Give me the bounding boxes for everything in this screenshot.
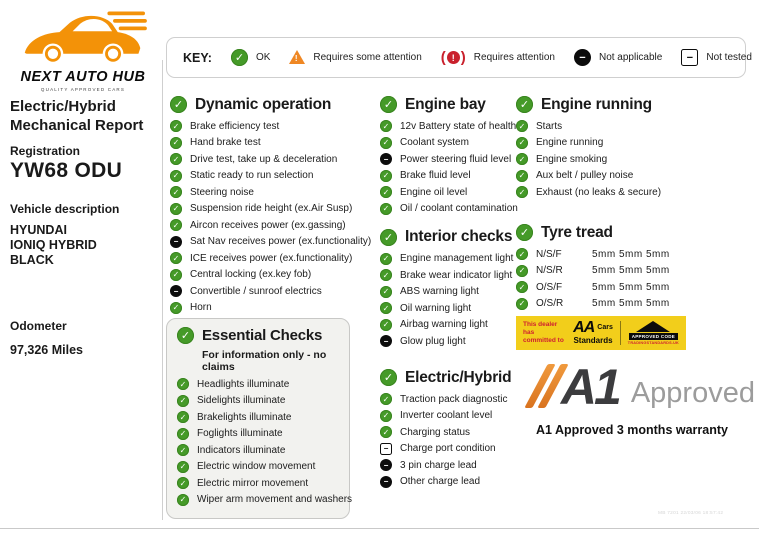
key-item-label: Requires some attention	[313, 52, 422, 63]
check-item-label: Aircon receives power (ex.gassing)	[190, 219, 346, 231]
check-item-label: Brake efficiency test	[190, 120, 280, 132]
check-item	[380, 393, 520, 405]
ok-check-icon	[380, 96, 397, 113]
check-item	[170, 203, 372, 215]
ok-check-icon	[516, 153, 528, 165]
check-item	[380, 170, 520, 182]
ok-check-icon	[170, 252, 182, 264]
ok-check-icon	[170, 203, 182, 215]
ok-check-icon	[177, 428, 189, 440]
odometer-value: 97,326 Miles	[10, 343, 83, 357]
check-item-label: O/S/R	[536, 298, 564, 309]
check-item	[380, 186, 520, 198]
ok-check-icon	[380, 186, 392, 198]
check-list	[177, 378, 353, 506]
vehicle-description	[10, 223, 160, 268]
section-header	[170, 96, 372, 113]
check-item-label: Sidelights illuminate	[197, 395, 286, 406]
section-header	[177, 327, 339, 344]
check-item	[177, 428, 339, 440]
check-item	[380, 459, 520, 471]
check-item-label: Exhaust (no leaks & secure)	[536, 186, 662, 198]
key-label: KEY:	[183, 50, 212, 65]
check-item	[516, 186, 755, 198]
section-engine-running	[516, 96, 755, 198]
ok-check-icon	[380, 286, 392, 298]
key-item	[681, 49, 752, 66]
check-item	[170, 252, 372, 264]
ok-check-icon	[516, 120, 528, 132]
odometer-label: Odometer	[10, 319, 67, 333]
report-title	[10, 97, 160, 135]
column-running	[516, 96, 755, 437]
check-item	[177, 395, 339, 407]
ok-check-icon	[231, 49, 248, 66]
section-tyre-tread	[516, 224, 755, 310]
check-list	[170, 120, 372, 314]
check-item-label: Sat Nav receives power (ex.functionality)	[190, 236, 372, 247]
ok-check-icon	[380, 393, 392, 405]
check-item	[380, 269, 520, 281]
ok-check-icon	[380, 203, 392, 215]
vertical-divider	[162, 60, 163, 520]
ok-check-icon	[177, 444, 189, 456]
section-title: Essential Checks	[202, 327, 323, 344]
ok-check-icon	[516, 265, 528, 277]
check-item-label: Airbag warning light	[400, 319, 488, 330]
section-essential-checks	[166, 318, 353, 519]
registration-label: Registration	[10, 144, 81, 158]
approved-code-logo	[628, 321, 679, 345]
warranty-text: A1 Approved 3 months warranty	[536, 422, 728, 437]
check-item-label: Engine running	[536, 137, 604, 148]
check-item-label: ABS warning light	[400, 286, 479, 297]
check-item-label: Convertible / sunroof electrics	[190, 285, 322, 297]
page-bottom-border	[0, 528, 759, 529]
check-item	[380, 137, 520, 149]
section-title: Electric/Hybrid	[405, 368, 512, 386]
check-item-label: Indicators illuminate	[197, 444, 286, 456]
check-item	[516, 120, 755, 132]
check-item-label: Electric mirror movement	[197, 477, 309, 489]
check-item	[170, 302, 372, 314]
approved-code-triangle-icon	[636, 321, 670, 332]
check-list	[380, 253, 520, 348]
key-item-label: Requires attention	[473, 52, 555, 63]
ok-check-icon	[380, 253, 392, 265]
section-title: Interior checks	[405, 228, 513, 245]
ok-check-icon	[177, 378, 189, 390]
check-item-label: Engine smoking	[536, 153, 608, 165]
report-code: MB 7201 22/03/06 18:57:42	[658, 511, 724, 516]
check-list	[380, 393, 520, 488]
ok-check-icon	[170, 186, 182, 198]
check-item	[380, 120, 520, 132]
check-item	[177, 477, 339, 489]
ok-check-icon	[177, 477, 189, 489]
ok-check-icon	[380, 170, 392, 182]
check-item	[380, 335, 520, 347]
check-item-label: Hand brake test	[190, 137, 261, 148]
ok-check-icon	[516, 137, 528, 149]
column-dynamic	[170, 96, 372, 519]
check-item	[380, 443, 520, 455]
check-item-label: Charging status	[400, 426, 471, 438]
check-item-label: Wiper arm movement and washers	[197, 494, 353, 505]
status-key-legend	[166, 37, 752, 78]
ok-check-icon	[170, 120, 182, 132]
check-item-label: Power steering fluid level	[400, 153, 512, 165]
check-item	[170, 137, 372, 149]
check-item	[380, 286, 520, 298]
check-list	[380, 120, 520, 215]
check-item-label: Central locking (ex.key fob)	[190, 269, 312, 280]
aa-mark: AA	[573, 318, 595, 336]
aa-cars-standards-badge	[516, 316, 686, 350]
ok-check-icon	[516, 170, 528, 182]
check-item-label: Brake wear indicator light	[400, 269, 513, 281]
not-applicable-icon	[574, 49, 591, 66]
key-item	[574, 49, 662, 66]
check-item	[380, 426, 520, 438]
check-item	[170, 236, 372, 248]
a1-mark: A1	[560, 358, 619, 415]
check-item	[177, 461, 339, 473]
section-header	[380, 369, 520, 386]
check-item	[516, 170, 755, 182]
not-applicable-icon	[170, 236, 182, 248]
section-header	[516, 96, 755, 113]
check-item	[380, 153, 520, 165]
check-item-label: ICE receives power (ex.functionality)	[190, 252, 353, 264]
key-item-label: OK	[255, 52, 271, 63]
check-item	[516, 265, 755, 277]
key-item	[441, 49, 555, 66]
section-title: Engine running	[541, 95, 652, 113]
section-title: Engine bay	[405, 95, 486, 113]
check-item	[516, 298, 755, 310]
section-subtitle: For information only - no claims	[202, 349, 327, 373]
check-item	[170, 170, 372, 182]
a1-approved-text: Approved	[630, 376, 755, 409]
section-header	[380, 96, 520, 113]
vehicle-description-label: Vehicle description	[10, 202, 120, 216]
check-item-label: Oil / coolant contamination	[400, 203, 518, 214]
check-item-label: 3 pin charge lead	[400, 459, 477, 471]
not-applicable-icon	[380, 153, 392, 165]
ok-check-icon	[170, 219, 182, 231]
check-item	[380, 410, 520, 422]
ok-check-icon	[380, 369, 397, 386]
check-item-label: Charge port condition	[400, 443, 496, 454]
dealer-name: NEXT AUTO HUB	[20, 69, 146, 85]
registration-value: YW68 ODU	[10, 159, 123, 182]
aa-standards-text: Standards	[573, 335, 613, 345]
check-item-label: Inverter coolant level	[400, 410, 493, 421]
check-item-label: 12v Battery state of health	[400, 120, 517, 132]
vehicle-info-panel	[10, 97, 160, 357]
check-list	[516, 248, 755, 310]
vehicle-model: IONIQ HYBRID	[10, 238, 97, 252]
ok-check-icon	[170, 302, 182, 314]
ok-check-icon	[380, 410, 392, 422]
ok-check-icon	[177, 327, 194, 344]
ok-check-icon	[177, 411, 189, 423]
check-item	[380, 476, 520, 488]
check-item-label: N/S/R	[536, 265, 563, 276]
check-item	[177, 411, 339, 423]
check-item-label: Engine management light	[400, 253, 514, 264]
check-item	[170, 285, 372, 297]
warning-triangle-icon	[289, 50, 305, 64]
dealer-logo	[8, 4, 158, 92]
section-title: Tyre tread	[541, 223, 613, 241]
ok-check-icon	[516, 224, 533, 241]
check-item	[170, 186, 372, 198]
aa-committed-text: This dealer has committed to	[523, 320, 564, 344]
trading-standards-text: TRADINGSTANDARDS.UK	[627, 340, 679, 345]
check-item-label: Glow plug light	[400, 335, 466, 347]
ok-check-icon	[170, 170, 182, 182]
ok-check-icon	[177, 494, 189, 506]
check-item	[516, 281, 755, 293]
not-applicable-icon	[380, 459, 392, 471]
section-dynamic-operation	[170, 96, 372, 314]
tread-depth-value: 5mm 5mm 5mm	[592, 265, 670, 276]
key-item	[231, 49, 270, 66]
check-item-label: Brakelights illuminate	[197, 411, 292, 423]
check-item-label: Drive test, take up & deceleration	[190, 153, 338, 165]
check-item-label: Traction pack diagnostic	[400, 393, 508, 405]
ok-check-icon	[516, 298, 528, 310]
check-item	[170, 269, 372, 281]
key-item	[289, 52, 421, 64]
ok-check-icon	[516, 96, 533, 113]
ok-check-icon	[380, 302, 392, 314]
check-item	[177, 494, 353, 506]
aa-logo	[573, 318, 613, 345]
ok-check-icon	[380, 426, 392, 438]
check-item	[170, 153, 372, 165]
check-item	[380, 203, 520, 215]
tread-depth-value: 5mm 5mm 5mm	[592, 248, 670, 260]
check-item	[516, 248, 755, 260]
ok-check-icon	[516, 281, 528, 293]
section-header	[380, 229, 520, 246]
car-logo-icon	[16, 4, 150, 66]
alert-icon: ( ! )	[440, 49, 466, 66]
not-tested-icon	[380, 443, 392, 455]
ok-check-icon	[170, 137, 182, 149]
section-title: Dynamic operation	[195, 95, 332, 113]
ok-check-icon	[380, 120, 392, 132]
ok-check-icon	[170, 269, 182, 281]
check-item	[516, 153, 755, 165]
check-item	[170, 219, 372, 231]
check-item-label: Engine oil level	[400, 186, 468, 198]
check-item	[177, 378, 339, 390]
not-applicable-icon	[380, 335, 392, 347]
check-item	[170, 120, 372, 132]
key-item-label: Not applicable	[598, 52, 663, 63]
check-item-label: Steering noise	[190, 186, 254, 198]
section-header	[516, 224, 755, 241]
aa-badge-divider	[620, 321, 621, 345]
ok-check-icon	[516, 248, 528, 260]
check-item	[516, 137, 755, 149]
report-title-line1: Electric/Hybrid	[10, 98, 116, 115]
ok-check-icon	[380, 229, 397, 246]
ok-check-icon	[170, 96, 187, 113]
section-engine-bay	[380, 96, 520, 215]
report-title-line2: Mechanical Report	[10, 117, 144, 134]
section-interior-checks	[380, 229, 520, 348]
column-engine	[380, 96, 520, 492]
vehicle-make: HYUNDAI	[10, 223, 67, 237]
ok-check-icon	[516, 186, 528, 198]
key-item-label: Not tested	[706, 52, 752, 63]
check-item	[380, 302, 520, 314]
check-item-label: Electric window movement	[197, 461, 316, 472]
tread-depth-value: 5mm 5mm 5mm	[592, 281, 670, 293]
ok-check-icon	[380, 269, 392, 281]
section-electric-hybrid	[380, 369, 520, 488]
vehicle-colour: BLACK	[10, 253, 54, 267]
check-item	[177, 444, 339, 456]
check-item-label: Oil warning light	[400, 302, 472, 314]
ok-check-icon	[380, 319, 392, 331]
not-tested-icon	[681, 49, 698, 66]
aa-cars-text: Cars	[597, 324, 613, 331]
ok-check-icon	[380, 137, 392, 149]
check-item-label: Headlights illuminate	[197, 378, 290, 390]
not-applicable-icon	[170, 285, 182, 297]
ok-check-icon	[170, 153, 182, 165]
check-item-label: Static ready to run selection	[190, 170, 314, 181]
check-item	[380, 253, 520, 265]
check-item-label: Aux belt / pulley noise	[536, 170, 634, 181]
check-item-label: Brake fluid level	[400, 170, 471, 181]
check-item-label: Other charge lead	[400, 476, 481, 487]
check-item	[380, 319, 520, 331]
check-item-label: Foglights illuminate	[197, 428, 283, 439]
check-item-label: Horn	[190, 302, 212, 313]
check-item-label: Suspension ride height (ex.Air Susp)	[190, 203, 353, 214]
ok-check-icon	[177, 461, 189, 473]
tread-depth-value: 5mm 5mm 5mm	[592, 298, 670, 309]
check-item-label: Coolant system	[400, 137, 469, 148]
check-list	[516, 120, 755, 198]
a1-approved-logo	[536, 358, 755, 415]
approved-code-text: APPROVED CODE	[629, 333, 678, 340]
check-item-label: N/S/F	[536, 248, 562, 260]
check-item-label: O/S/F	[536, 281, 563, 293]
not-applicable-icon	[380, 476, 392, 488]
dealer-tagline: QUALITY APPROVED CARS	[40, 87, 126, 92]
ok-check-icon	[177, 395, 189, 407]
check-item-label: Starts	[536, 120, 563, 132]
